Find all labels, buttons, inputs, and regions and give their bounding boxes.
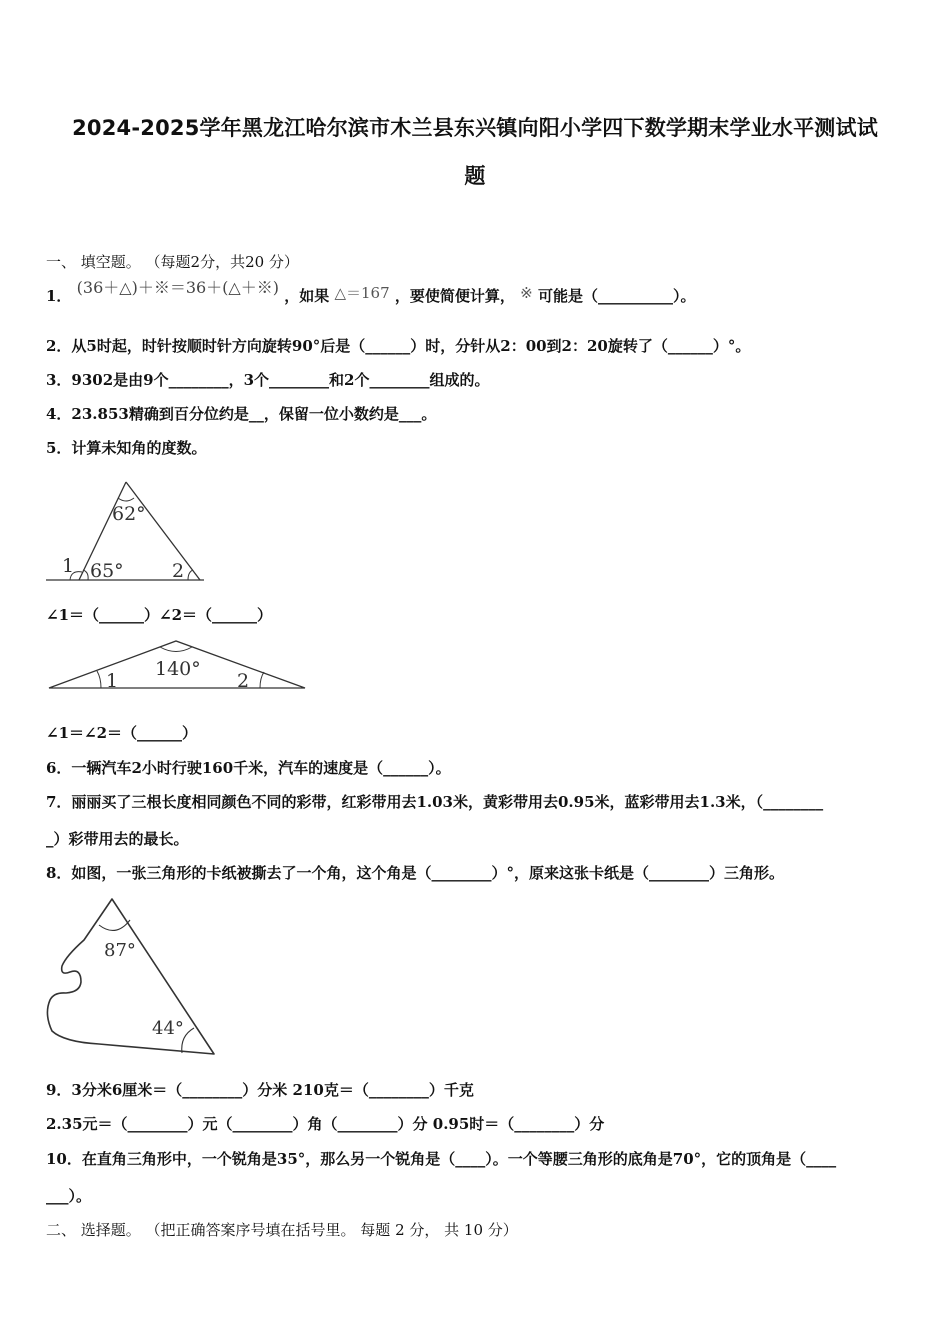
angle-label-87: 87°	[104, 940, 136, 961]
question-8: 8．如图，一张三角形的卡纸被撕去了一个角，这个角是（________）°，原来这张卡纸是（________）三角形。	[46, 864, 784, 882]
associative-formula: (36＋△)＋※＝36＋(△＋※)	[76, 278, 279, 297]
question-7: 7．丽丽买了三根长度相同颜色不同的彩带，红彩带用去1.03米，黄彩带用去0.95米，蓝彩带用去1.3米，（________	[46, 793, 824, 811]
reference-mark-symbol: ※	[520, 284, 533, 302]
angle-label-62: 62°	[112, 503, 146, 525]
exam-title: 2024-2025学年黑龙江哈尔滨市木兰县东兴镇向阳小学四下数学期末学业水平测试试	[72, 116, 878, 140]
question-10-continued: ___）。	[46, 1187, 92, 1205]
exam-title-continued: 题	[464, 164, 486, 188]
angle-label-2: 2	[237, 670, 250, 692]
question-5a-answer: ∠1＝（______）∠2＝（______）	[46, 606, 273, 624]
question-7-continued: _）彩带用去的最长。	[46, 830, 189, 848]
question-5b-answer: ∠1＝∠2＝（______）	[46, 724, 198, 742]
question-10: 10．在直角三角形中，一个锐角是35°，那么另一个锐角是（____）。一个等腰三角形的底角是70°，它的顶角是（____	[46, 1150, 837, 1168]
question-3: 3．9302是由9个________，3个________和2个________组成的。	[46, 371, 490, 389]
question-1	[46, 278, 696, 306]
question-9-continued: 2.35元＝（________）元（________）角（________）分 0.95时＝（________）分	[46, 1115, 605, 1133]
angle-label-1: 1	[62, 555, 75, 577]
angle-label-1: 1	[106, 670, 119, 692]
question-9: 9．3分米6厘米＝（________）分米 210克＝（________）千克	[46, 1081, 474, 1099]
angle-label-140: 140°	[155, 658, 201, 680]
question-number: 1．	[46, 287, 72, 305]
angle-label-2: 2	[172, 560, 185, 582]
question-text: 可能是（__________）。	[537, 287, 696, 305]
section-1-header: 一、 填空题。 （每题2分，共20 分）	[46, 253, 299, 271]
condition-formula: △＝167	[334, 284, 390, 302]
triangle-figure-2	[44, 638, 310, 694]
question-4: 4．23.853精确到百分位约是__，保留一位小数约是___。	[46, 405, 437, 423]
angle-label-65: 65°	[90, 560, 124, 582]
triangle-figure-1	[44, 476, 214, 588]
section-2-header: 二、 选择题。 （把正确答案序号填在括号里。 每题 2 分， 共 10 分）	[46, 1221, 518, 1239]
question-text: ，如果	[284, 287, 330, 305]
question-6: 6．一辆汽车2小时行驶160千米，汽车的速度是（______）。	[46, 759, 451, 777]
angle-label-44: 44°	[152, 1018, 184, 1039]
question-5: 5．计算未知角的度数。	[46, 439, 207, 457]
question-2: 2．从5时起，时针按顺时针方向旋转90°后是（______）时，分针从2：00到2：20旋转了（______）°。	[46, 337, 751, 355]
question-text: ，要使简便计算，	[394, 287, 515, 305]
torn-triangle-card-figure	[44, 896, 220, 1060]
